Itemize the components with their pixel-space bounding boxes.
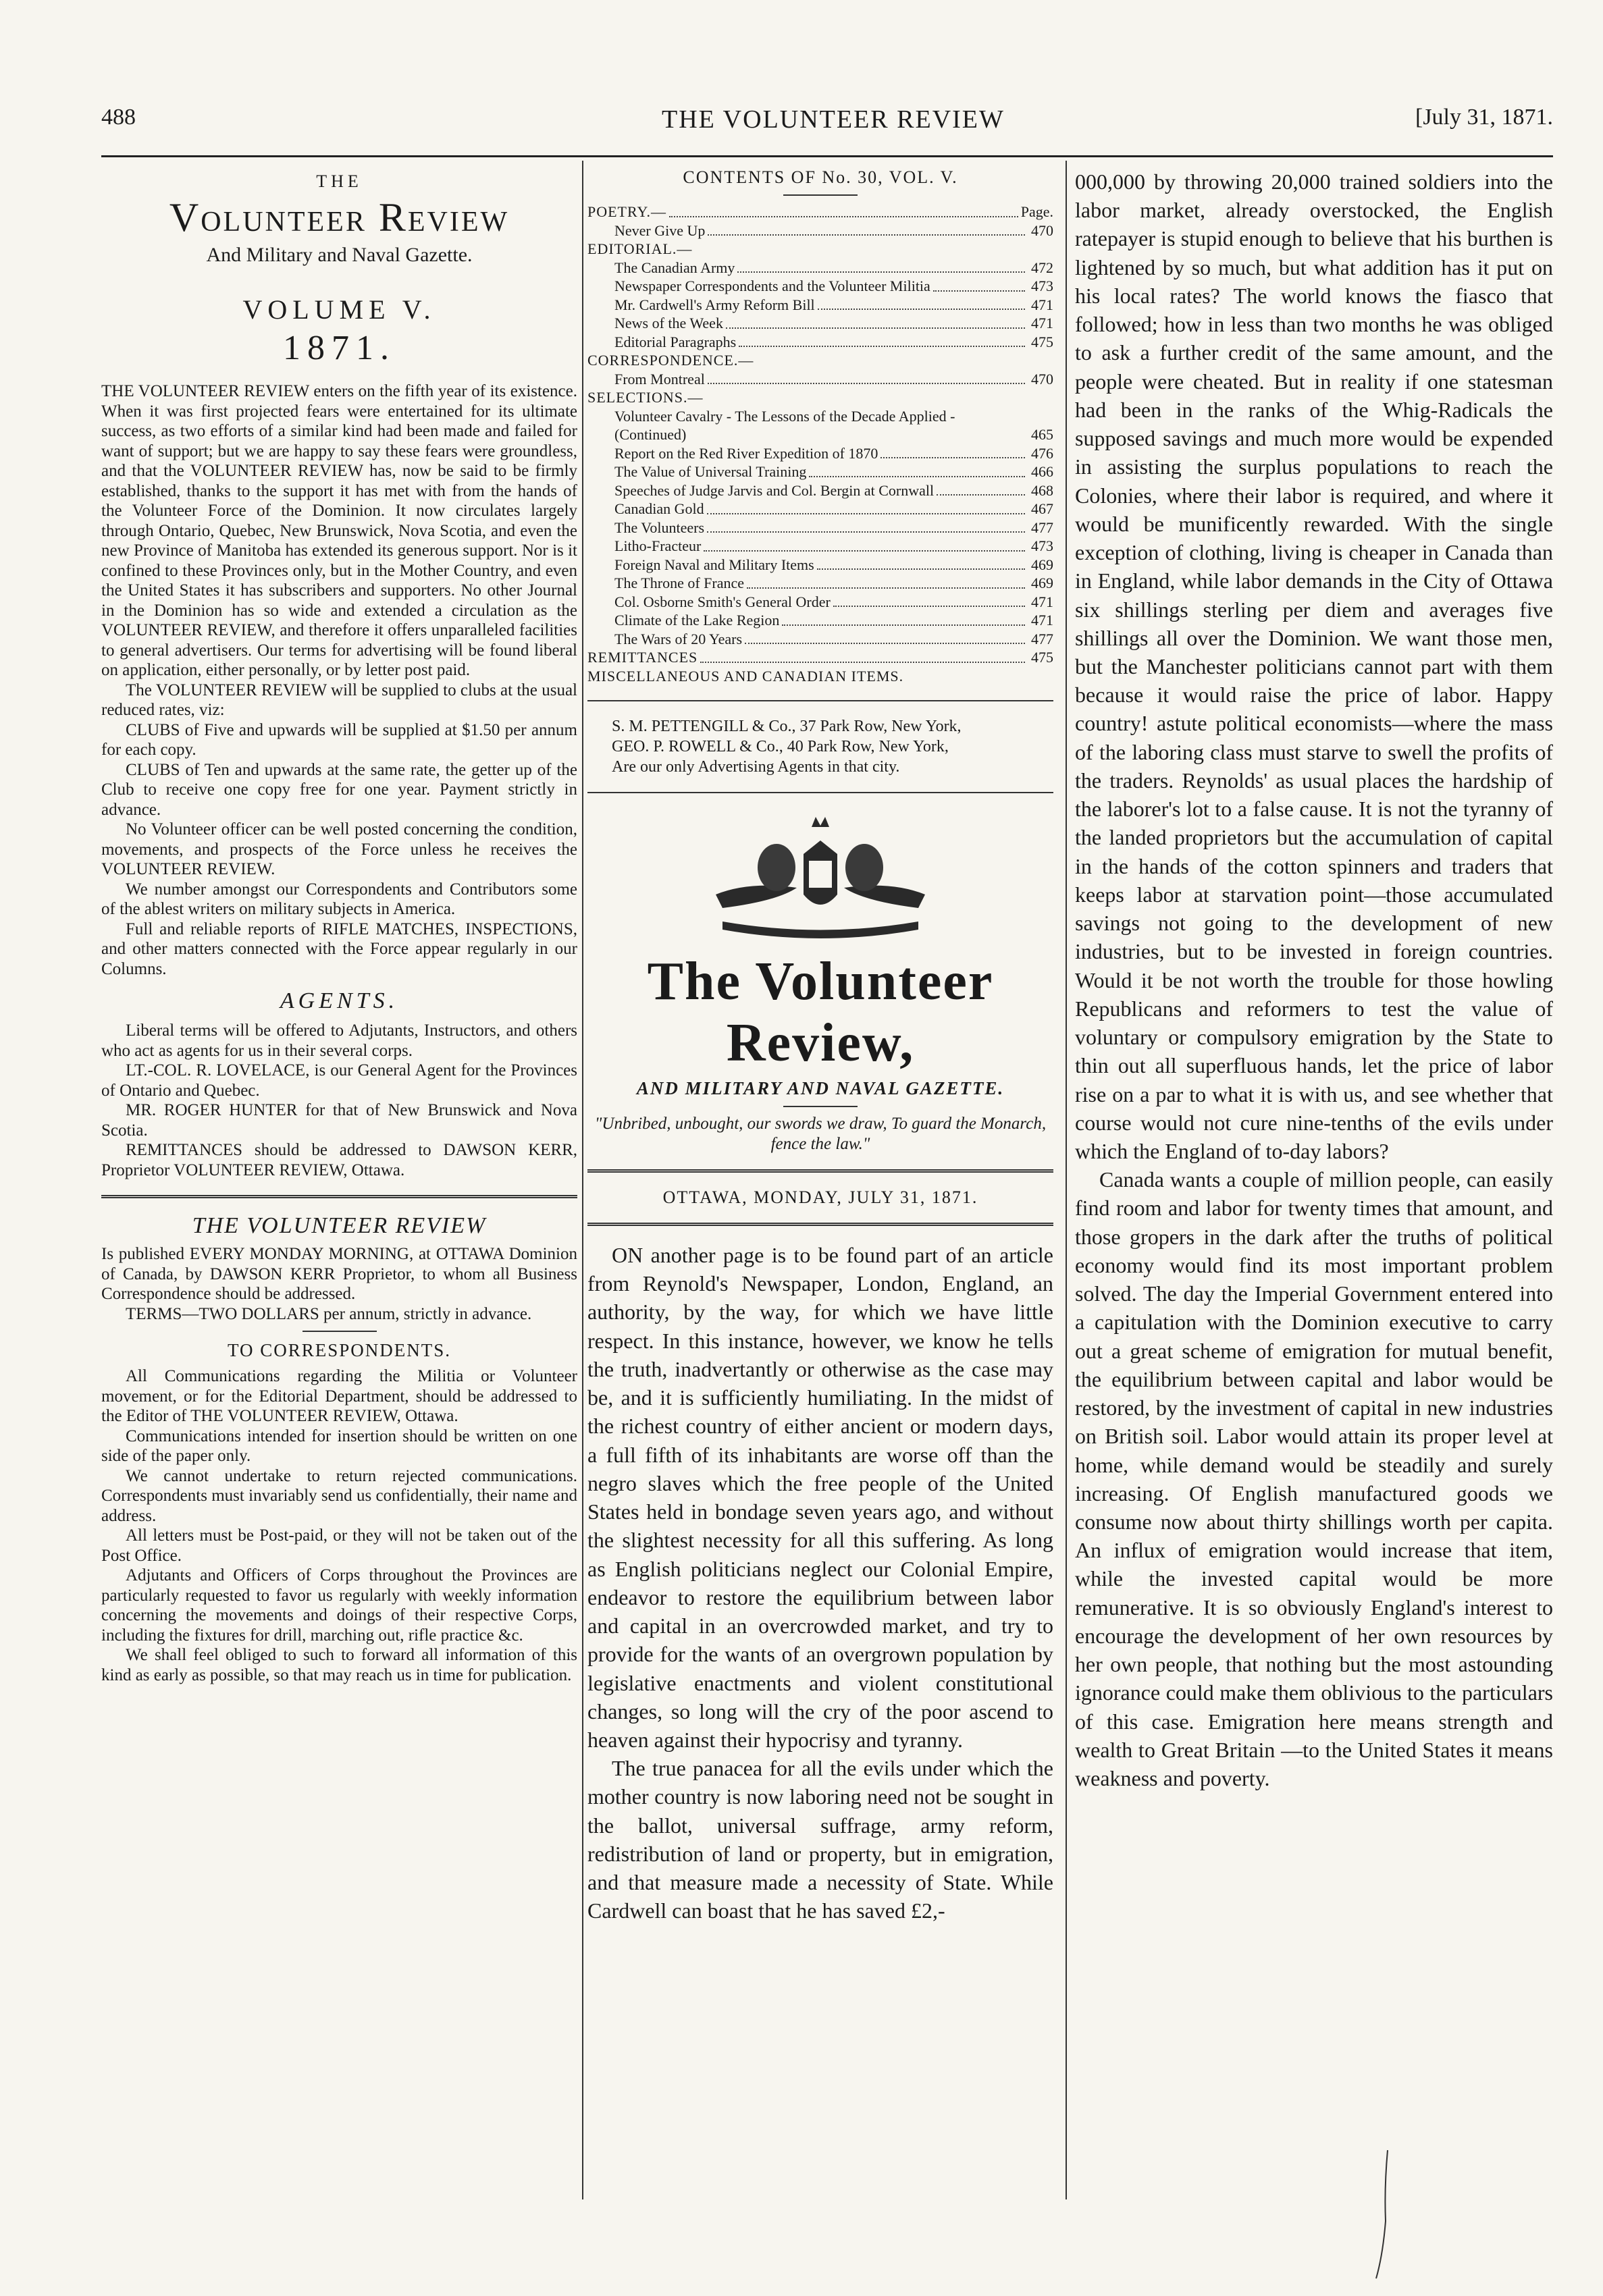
dateline-rule-bottom <box>587 1223 1053 1226</box>
toc-leader-dots <box>707 531 1025 533</box>
agents-heading: AGENTS. <box>280 988 399 1013</box>
toc-leader-dots <box>881 457 1025 458</box>
toc-entry <box>587 314 1053 333</box>
toc-entry <box>587 518 1053 537</box>
volume-year: 1871. <box>283 329 396 367</box>
officer-paragraph: No Volunteer officer can be well posted concerning the condition, movements, and prospects of the Force unless he receives the VOLUNTEER REVIEW. <box>101 820 577 878</box>
toc-entry-page: 470 <box>1031 370 1053 388</box>
masthead-subtitle: And Military and Naval Gazette. <box>206 244 473 266</box>
toc-leader-dots <box>704 550 1025 552</box>
toc-entry <box>587 277 1053 296</box>
issue-date: [July 31, 1871. <box>1415 105 1553 130</box>
advertiser-rowell: GEO. P. ROWELL & Co., 40 Park Row, New York, <box>612 738 949 755</box>
toc-entry-title: Col. Osborne Smith's General Order <box>614 593 831 610</box>
column-rule-2 <box>1066 161 1067 2199</box>
column-middle <box>587 167 1053 2255</box>
toc-entry-page: 469 <box>1031 575 1053 591</box>
toc-entry-page: 471 <box>1031 612 1053 629</box>
toc-entry-title: POETRY.— <box>587 203 667 220</box>
toc-entry-page: 475 <box>1031 649 1053 666</box>
paper-title: The Volunteer Review, <box>647 952 994 1073</box>
reports-paragraph: Full and reliable reports of RIFLE MATCHES, INSPECTIONS, and other matters connected with the Force appear regularly in our Columns. <box>101 919 577 978</box>
toc-leader-dots <box>933 290 1025 292</box>
toc-leader-dots <box>833 606 1025 607</box>
toc-entry-title: CORRESPONDENCE.— <box>587 352 754 369</box>
intro-paragraph: THE VOLUNTEER REVIEW enters on the fifth year of its existence. When it was first projected fears were entertained for its ultimate success, as two efforts of a similar kind had been made and failed for want of support; but we are happy to say these fears were groundless, and that the VOLUNTEER REVIEW has, now be said to be firmly established, thanks to the support it has met with from the hands of the Volunteer Force of the Dominion. It now circulates largely through Ontario, Quebec, New Brunswick, Nova Scotia, and even the new Province of Manitoba has extended its generous support. Nor is it confined to these Provinces only, but in the Mother Country, and even the United States it has subscribers and supporters. No other Journal in the Dominion has so wide and extended a circulation as the VOLUNTEER REVIEW, and therefore it offers unparalleled facilities to general advertisers. Our terms for advertising will be found liberal on application, either personally, or by letter post paid. <box>101 382 577 679</box>
corr-paragraph-2: Communications intended for insertion should be written on one side of the paper only. <box>101 1426 577 1465</box>
header-rule <box>101 155 1553 157</box>
column-right <box>1075 167 1553 2255</box>
motto-rule <box>783 1106 858 1107</box>
royal-arms-crest-icon <box>695 813 945 942</box>
toc-entry <box>587 203 1053 221</box>
toc-entry-page: 472 <box>1031 259 1053 276</box>
toc-entry <box>587 611 1053 630</box>
section-divider <box>101 1195 577 1198</box>
toc-leader-dots <box>937 494 1025 496</box>
toc-entry <box>587 333 1053 352</box>
toc-entry-page: 476 <box>1031 444 1053 462</box>
toc-leader-dots <box>745 643 1025 644</box>
toc-entry-page: Page. <box>1020 203 1053 220</box>
toc-entry <box>587 500 1053 518</box>
toc-entry-title: Never Give Up <box>614 221 706 239</box>
editorial-paragraph-3: Canada wants a couple of million people, can easily find room and labor for twenty times that amount, and those gropers in the dark after the truths of political economy would find its most important problem solved. The day the Imperial Government entered into a capitulation with the Dominion executive to carry out a great scheme of emigration for mutual benefit, the equilibrium between capital and labor would be restored, by the investment of capital in new industries on British soil. Labor would attain its proper level at home, while demand would be steadily and surely increasing. Of English manufactured goods we consume now about thirty shillings worth per capita. An influx of emigration would increase that item, while the invested capital would be more remunerative. It is so obviously England's interest to encourage the development of her own resources by her own people, that nothing but the most astounding ignorance could make them oblivious to the particulars of this case. Emigration here means strength and wealth to Great Britain —to the United States it means weakness and poverty. <box>1075 1167 1553 1791</box>
page-number: 488 <box>101 105 136 130</box>
toc-entry-page: 465 <box>1031 426 1053 443</box>
corr-paragraph-1: All Communications regarding the Militia or Volunteer movement, or for the Editorial Department, should be addressed to the Editor of THE VOLUNTEER REVIEW, Ottawa. <box>101 1367 577 1425</box>
toc-entry-page: 477 <box>1031 518 1053 536</box>
toc-leader-dots <box>669 216 1018 217</box>
editorial-paragraph-1: ON another page is to be found part of an article from Reynold's Newspaper, London, England, an authority, by the way, for which we have little respect. In this instance, however, we know he tells the truth, inadvertantly or otherwise as the case may be, and it is sufficiently humiliating. In the midst of the richest country of either ancient or modern days, a full fifth of its inhabitants are worse off than the negro slaves which the free people of the United States held in bondage seven years ago, and without the slightest necessity for all this suffering. As long as English politicians neglect our Colonial Empire, endeavor to restore the equilibrium between labor and capital in an overcrowded market, and try to provide for the wants of an overgrown population by legislative enactments and violent constitutional changes, so long will the cry of the poor ascend to heaven against their hypocrisy and tyranny. <box>587 1243 1053 1752</box>
toc-leader-dots <box>818 309 1025 310</box>
toc-entry-title: From Montreal <box>614 370 705 388</box>
toc-entry-title: Climate of the Lake Region <box>614 612 780 629</box>
toc-entry-title: The Volunteers <box>614 518 704 536</box>
corr-paragraph-4: All letters must be Post-paid, or they will not be taken out of the Post Office. <box>101 1526 577 1565</box>
ink-mark-icon <box>1371 2147 1398 2282</box>
masthead-title: Volunteer Review <box>169 195 510 240</box>
toc-entry-page: 475 <box>1031 333 1053 350</box>
toc-entry <box>587 630 1053 649</box>
table-of-contents <box>587 203 1053 685</box>
toc-entry <box>587 444 1053 463</box>
toc-entry-title: The Value of Universal Training <box>614 463 807 480</box>
page-header <box>101 105 1553 152</box>
toc-entry-page: 469 <box>1031 556 1053 573</box>
agents-terms: Liberal terms will be offered to Adjutants, Instructors, and others who act as agents for us in their several corps. <box>101 1021 577 1060</box>
toc-divider <box>587 700 1053 701</box>
toc-leader-dots <box>809 476 1025 477</box>
toc-entry-title: Speeches of Judge Jarvis and Col. Bergin at Cornwall <box>614 481 935 499</box>
toc-entry-title: Mr. Cardwell's Army Reform Bill <box>614 296 815 313</box>
clubs-five-paragraph: CLUBS of Five and upwards will be supplied at $1.50 per annum for each copy. <box>101 720 577 759</box>
toc-entry-title: The Wars of 20 Years <box>614 630 743 647</box>
corr-paragraph-6: We shall feel obliged to such to forward all information of this kind as early as possible, so that may reach us in time for publication. <box>101 1646 577 1684</box>
publication-heading: THE VOLUNTEER REVIEW <box>192 1213 487 1238</box>
toc-entry-title: Report on the Red River Expedition of 1870 <box>614 444 878 462</box>
toc-entry-title: MISCELLANEOUS AND CANADIAN ITEMS. <box>587 667 904 685</box>
toc-entry <box>587 370 1053 389</box>
toc-leader-dots <box>708 234 1025 236</box>
toc-entry <box>587 556 1053 575</box>
volume-label: VOLUME V. <box>242 294 436 325</box>
corr-paragraph-3: We cannot undertake to return rejected communications. Correspondents must invariably send us confidentially, their name and address. <box>101 1466 577 1525</box>
toc-entry-title: REMITTANCES <box>587 649 698 666</box>
paper-subtitle: AND MILITARY AND NAVAL GAZETTE. <box>636 1078 1005 1098</box>
toc-entry <box>587 388 1053 407</box>
toc-entry-title: The Canadian Army <box>614 259 735 276</box>
toc-entry-title: Editorial Paragraphs <box>614 333 737 350</box>
toc-entry-title: Foreign Naval and Military Items <box>614 556 814 573</box>
adv-divider <box>587 792 1053 793</box>
toc-entry <box>587 259 1053 277</box>
corr-paragraph-5: Adjutants and Officers of Corps throughout the Provinces are particularly requested to favor us regularly with weekly information concerning the movements and doings of their respective Corps, including the fixtures for drill, marching out, rifle practice &c. <box>101 1566 577 1645</box>
toc-entry-title: EDITORIAL.— <box>587 240 693 257</box>
toc-entry-page: 466 <box>1031 463 1053 480</box>
column-left <box>101 167 577 2255</box>
toc-entry-title: Volunteer Cavalry - The Lessons of the Decade Applied - (Continued) <box>614 407 955 443</box>
editorial-continued: 000,000 by throwing 20,000 trained soldiers into the labor market, already overstocked, the English ratepayer is stupid enough to believe that his burthen is lightened by so much, but what addition has it put on his local rates? The world knows the fiasco that followed; how in less than two months he was obliged to ask a further credit of the same amount, and the people were cheated. But in reality if one statesman had been in the ranks of the Whig-Radicals the supposed savings and much more would be expended in assisting the surplus populations to reach the Colonies, where their labor is required, and where it would be munificently rewarded. With the single exception of clothing, living is cheaper in Canada than in England, while labor demands in the City of Ottawa six shillings sterling per diem and averages five shillings all over the Dominion. We want those men, but the Manchester politicians cannot part with them because it would raise the price of labor. Happy country! astute political economists—where the mass of the laboring class must starve to swell the profits of the traders. Reynolds' as usual places the hardship of the laborer's lot to a false cause. It is not the tyranny of the landed proprietors but the accumulation of capital in the hands of the cotton spinners and traders that keeps labor at starvation point—those accumulated savings not going to the development of new industries, but to be invested in foreign countries. Would it be not worth the trouble for those howling Republicans and reformers to test the value of voluntary or compulsory emigration by the State to thin out all superfluous hands, let the price of labor rise on a par to what it is with us, and see whether that course would not cure nine-tenths of the evils under which the England of to-day labors? <box>1075 169 1553 1163</box>
dateline: OTTAWA, MONDAY, JULY 31, 1871. <box>662 1187 978 1207</box>
toc-leader-dots <box>747 587 1025 589</box>
paper-motto: "Unbribed, unbought, our swords we draw, To guard the Monarch, fence the law." <box>594 1115 1047 1153</box>
agent-hunter: MR. ROGER HUNTER for that of New Brunswick and Nova Scotia. <box>101 1101 577 1140</box>
toc-entry-page: 473 <box>1031 277 1053 294</box>
toc-entry <box>587 351 1053 370</box>
dateline-rule-top <box>587 1169 1053 1173</box>
toc-entry-page: 468 <box>1031 481 1053 499</box>
toc-entry-page: 471 <box>1031 296 1053 313</box>
remittances-note: REMITTANCES should be addressed to DAWSON KERR, Proprietor VOLUNTEER REVIEW, Ottawa. <box>101 1141 577 1179</box>
toc-entry <box>587 481 1053 500</box>
contents-heading: CONTENTS OF No. 30, VOL. V. <box>683 167 958 187</box>
toc-entry <box>587 462 1053 481</box>
editorial-paragraph-2: The true panacea for all the evils under which the mother country is now laboring need not be sought in the ballot, universal suffrage, army reform, redistribution of land or property, but in emigration, and that measure made a necessity of State. While Cardwell can boast that he has saved £2,- <box>587 1756 1053 1923</box>
toc-entry-title: SELECTIONS.— <box>587 389 704 406</box>
toc-entry <box>587 296 1053 315</box>
clubs-ten-paragraph: CLUBS of Ten and upwards at the same rate, the getter up of the Club to receive one copy free for one year. Payment strictly in advance. <box>101 760 577 819</box>
toc-entry <box>587 240 1053 259</box>
toc-entry-page: 471 <box>1031 593 1053 610</box>
toc-entry <box>587 593 1053 612</box>
toc-leader-dots <box>782 624 1025 626</box>
masthead-the: THE <box>316 171 363 191</box>
clubs-paragraph: The VOLUNTEER REVIEW will be supplied to clubs at the usual reduced rates, viz: <box>101 680 577 719</box>
toc-entry <box>587 667 1053 686</box>
toc-leader-dots <box>739 346 1025 347</box>
toc-entry-page: 473 <box>1031 537 1053 554</box>
terms-paragraph: TERMS—TWO DOLLARS per annum, strictly in advance. <box>126 1304 532 1323</box>
toc-leader-dots <box>707 513 1025 514</box>
toc-entry <box>587 574 1053 593</box>
toc-entry-title: Litho-Fracteur <box>614 537 702 554</box>
toc-entry-page: 467 <box>1031 500 1053 517</box>
toc-leader-dots <box>708 383 1025 384</box>
toc-entry-page: 471 <box>1031 315 1053 331</box>
correspondents-heading: TO CORRESPONDENTS. <box>227 1340 452 1360</box>
contributors-paragraph: We number amongst our Correspondents and Contributors some of the ablest writers on military subjects in America. <box>101 880 577 918</box>
advertiser-note: Are our only Advertising Agents in that city. <box>612 758 900 776</box>
running-title: THE VOLUNTEER REVIEW <box>662 105 1005 134</box>
toc-entry-page: 477 <box>1031 630 1053 647</box>
toc-leader-dots <box>726 327 1025 329</box>
column-rule-1 <box>582 161 583 2199</box>
toc-entry-title: News of the Week <box>614 315 723 331</box>
toc-entry <box>587 648 1053 667</box>
toc-entry-title: Newspaper Correspondents and the Volunteer Militia <box>614 277 930 294</box>
toc-leader-dots <box>700 662 1025 663</box>
advertiser-pettengill: S. M. PETTENGILL & Co., 37 Park Row, New York, <box>612 718 962 735</box>
short-divider <box>303 1331 377 1332</box>
toc-entry-page: 470 <box>1031 221 1053 239</box>
toc-entry-title: The Throne of France <box>614 575 745 591</box>
toc-entry <box>587 537 1053 556</box>
toc-entry-title: Canadian Gold <box>614 500 704 517</box>
publication-paragraph: Is published EVERY MONDAY MORNING, at OTTAWA Dominion of Canada, by DAWSON KERR Proprietor, to whom all Business Correspondence should be addressed. <box>101 1245 577 1303</box>
toc-leader-dots <box>817 568 1025 570</box>
toc-entry <box>587 407 1053 444</box>
toc-leader-dots <box>737 271 1025 273</box>
contents-rule <box>783 194 858 196</box>
agent-lovelace: LT.-COL. R. LOVELACE, is our General Agent for the Provinces of Ontario and Quebec. <box>101 1061 577 1100</box>
toc-entry <box>587 221 1053 240</box>
